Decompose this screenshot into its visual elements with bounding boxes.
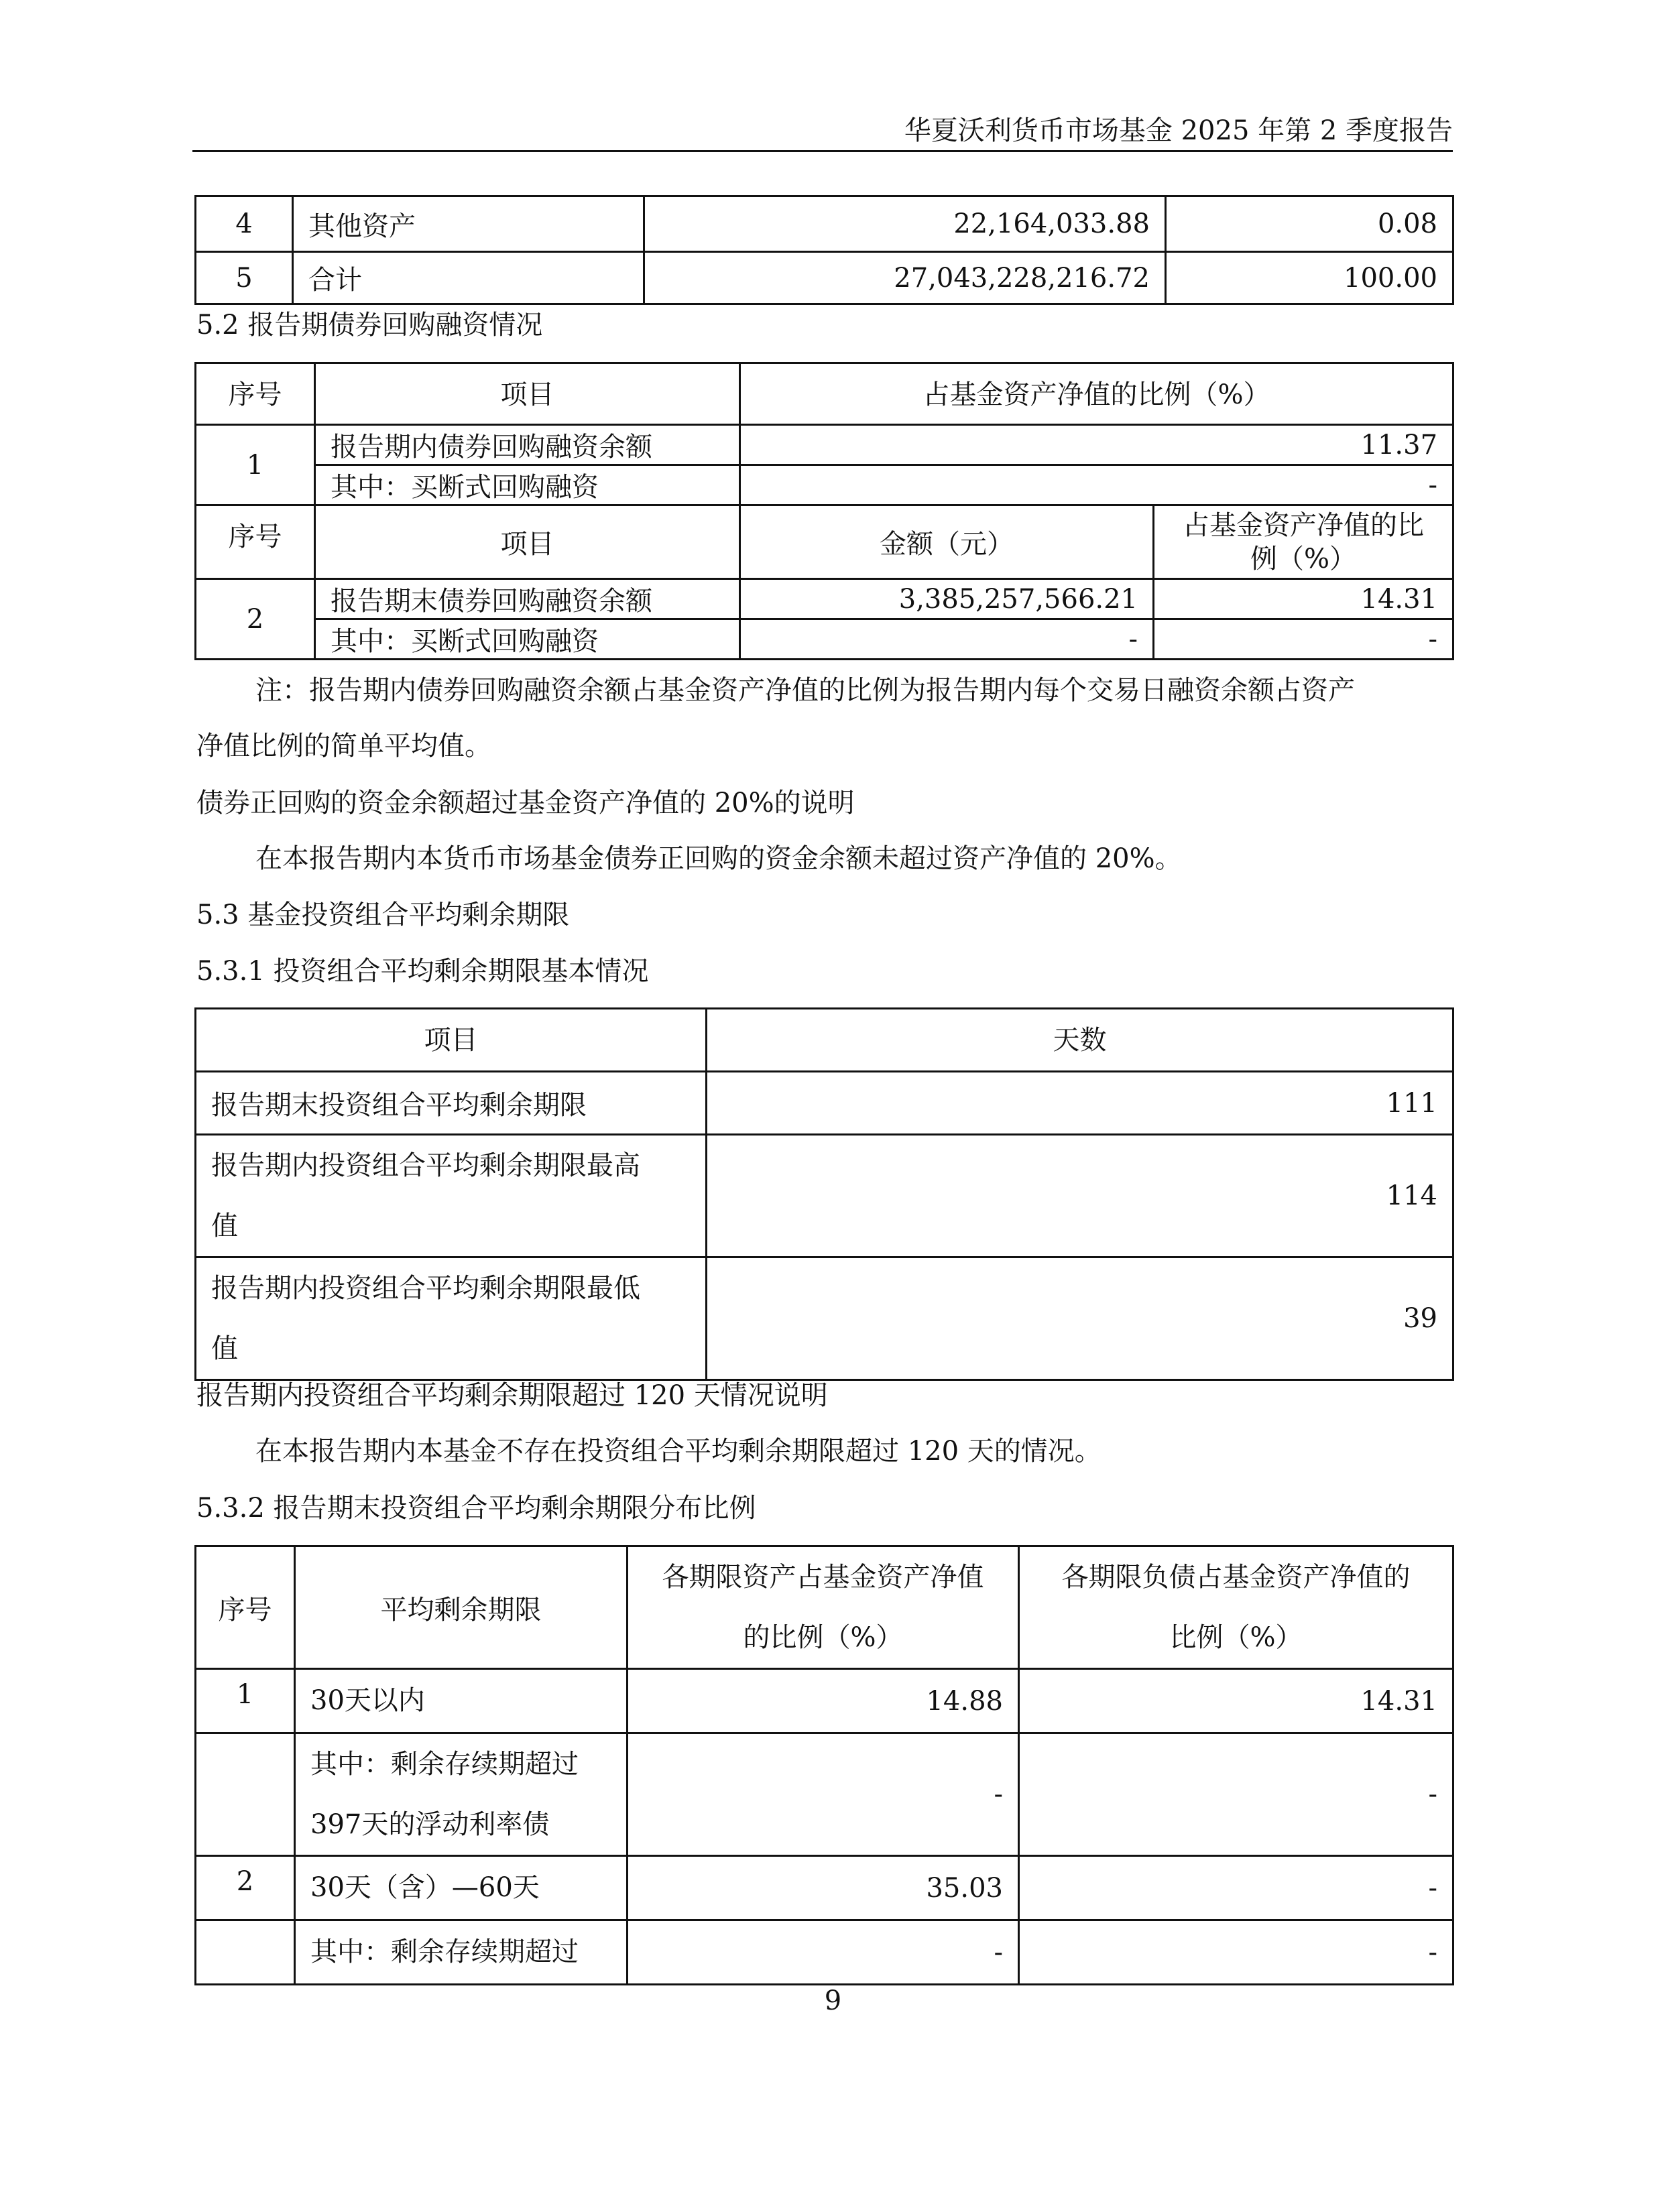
col-header-liab bbox=[1019, 1546, 1453, 1669]
col-header-liab-line1: 各期限负债占基金资产净值的 bbox=[1061, 1562, 1411, 1593]
row-item-line2: 值 bbox=[211, 1211, 238, 1241]
col-header-no: 序号 bbox=[196, 1546, 295, 1669]
col-header-item: 项目 bbox=[196, 1009, 707, 1072]
row-item: 报告期末债券回购融资余额 bbox=[315, 579, 740, 619]
row-item-line2: 值 bbox=[211, 1333, 238, 1364]
row-no: 2 bbox=[196, 579, 315, 660]
row-item bbox=[196, 1257, 707, 1380]
row-asset: 14.88 bbox=[628, 1669, 1019, 1733]
table-row bbox=[196, 1733, 1453, 1856]
table-row bbox=[196, 465, 1453, 505]
row-no bbox=[196, 1733, 295, 1856]
note-line-2: 净值比例的简单平均值。 bbox=[196, 731, 491, 761]
table-header-row bbox=[196, 363, 1453, 425]
col-header-pct-line1: 占基金资产净值的比 bbox=[1183, 509, 1424, 541]
over120-title: 报告期内投资组合平均剩余期限超过 120 天情况说明 bbox=[196, 1380, 828, 1411]
row-amount: 3,385,257,566.21 bbox=[740, 579, 1154, 619]
table-header-row bbox=[196, 1009, 1453, 1072]
row-days: 39 bbox=[707, 1257, 1453, 1380]
table-row bbox=[196, 252, 1453, 304]
col-header-pct: 占基金资产净值的比例（%） bbox=[740, 363, 1453, 425]
table-row bbox=[196, 196, 1453, 252]
section-5-2-title: 5.2 报告期债券回购融资情况 bbox=[196, 310, 543, 341]
row-item bbox=[196, 1135, 707, 1257]
table-row bbox=[196, 619, 1453, 660]
row-pct: - bbox=[1154, 619, 1453, 660]
over120-text: 在本报告期内本基金不存在投资组合平均剩余期限超过 120 天的情况。 bbox=[255, 1436, 1102, 1467]
col-header-asset bbox=[628, 1546, 1019, 1669]
asset-composition-table-tail bbox=[194, 195, 1454, 305]
row-liab: - bbox=[1019, 1856, 1453, 1920]
row-term bbox=[295, 1733, 628, 1856]
row-no: 1 bbox=[196, 1669, 295, 1733]
row-pct: 100.00 bbox=[1166, 252, 1453, 304]
table-header-row bbox=[196, 505, 1453, 579]
col-header-no: 序号 bbox=[196, 505, 315, 579]
row-item: 其中：买断式回购融资 bbox=[315, 619, 740, 660]
row-no: 5 bbox=[196, 252, 293, 304]
col-header-pct-line2: 例（%） bbox=[1250, 543, 1357, 574]
row-term: 其中：剩余存续期超过 bbox=[295, 1920, 628, 1985]
row-term-line2: 397天的浮动利率债 bbox=[310, 1809, 550, 1840]
table-row bbox=[196, 1135, 1453, 1257]
col-header-item: 项目 bbox=[315, 505, 740, 579]
row-term-line1: 其中：剩余存续期超过 bbox=[310, 1749, 579, 1780]
col-header-term: 平均剩余期限 bbox=[295, 1546, 628, 1669]
header-rule bbox=[192, 150, 1453, 152]
table-row bbox=[196, 1920, 1453, 1985]
row-liab: - bbox=[1019, 1920, 1453, 1985]
row-term: 30天（含）—60天 bbox=[295, 1856, 628, 1920]
page-number: 9 bbox=[824, 1985, 842, 2016]
avg-maturity-table bbox=[194, 1007, 1454, 1381]
row-term: 30天以内 bbox=[295, 1669, 628, 1733]
row-asset: 35.03 bbox=[628, 1856, 1019, 1920]
row-no: 4 bbox=[196, 196, 293, 252]
note-line-1: 注：报告期内债券回购融资余额占基金资产净值的比例为报告期内每个交易日融资余额占资产 bbox=[255, 675, 1355, 706]
row-no: 2 bbox=[196, 1856, 295, 1920]
row-no bbox=[196, 1920, 295, 1985]
row-pct: 11.37 bbox=[740, 425, 1453, 465]
row-liab: - bbox=[1019, 1733, 1453, 1856]
row-liab: 14.31 bbox=[1019, 1669, 1453, 1733]
col-header-liab-line2: 比例（%） bbox=[1169, 1622, 1303, 1653]
row-days: 114 bbox=[707, 1135, 1453, 1257]
row-item: 报告期内债券回购融资余额 bbox=[315, 425, 740, 465]
table-row bbox=[196, 1257, 1453, 1380]
row-days: 111 bbox=[707, 1072, 1453, 1135]
col-header-no: 序号 bbox=[196, 363, 315, 425]
table-row bbox=[196, 579, 1453, 619]
section-5-3-title: 5.3 基金投资组合平均剩余期限 bbox=[196, 900, 570, 930]
table-row bbox=[196, 1669, 1453, 1733]
col-header-amount: 金额（元） bbox=[740, 505, 1154, 579]
row-item: 其中：买断式回购融资 bbox=[315, 465, 740, 505]
row-no: 1 bbox=[196, 425, 315, 505]
col-header-item: 项目 bbox=[315, 363, 740, 425]
explain-title: 债券正回购的资金余额超过基金资产净值的 20%的说明 bbox=[196, 788, 855, 818]
row-amount: - bbox=[740, 619, 1154, 660]
row-pct: 0.08 bbox=[1166, 196, 1453, 252]
row-pct: 14.31 bbox=[1154, 579, 1453, 619]
page-header-title: 华夏沃利货币市场基金 2025 年第 2 季度报告 bbox=[904, 115, 1453, 146]
row-asset: - bbox=[628, 1920, 1019, 1985]
maturity-distribution-table bbox=[194, 1545, 1454, 1985]
row-amount: 22,164,033.88 bbox=[644, 196, 1166, 252]
table-row bbox=[196, 1856, 1453, 1920]
row-item: 合计 bbox=[293, 252, 644, 304]
table-row bbox=[196, 425, 1453, 465]
row-item-line1: 报告期内投资组合平均剩余期限最低 bbox=[211, 1273, 640, 1304]
table-row bbox=[196, 1072, 1453, 1135]
row-asset: - bbox=[628, 1733, 1019, 1856]
col-header-pct bbox=[1154, 505, 1453, 579]
row-item-line1: 报告期内投资组合平均剩余期限最高 bbox=[211, 1150, 640, 1181]
section-5-3-2-title: 5.3.2 报告期末投资组合平均剩余期限分布比例 bbox=[196, 1493, 756, 1524]
col-header-asset-line2: 的比例（%） bbox=[743, 1622, 903, 1653]
row-pct: - bbox=[740, 465, 1453, 505]
explain-text: 在本报告期内本货币市场基金债券正回购的资金余额未超过资产净值的 20%。 bbox=[255, 843, 1182, 874]
col-header-asset-line1: 各期限资产占基金资产净值 bbox=[662, 1562, 984, 1593]
repo-financing-table bbox=[194, 362, 1454, 660]
row-item: 其他资产 bbox=[293, 196, 644, 252]
row-item: 报告期末投资组合平均剩余期限 bbox=[196, 1072, 707, 1135]
section-5-3-1-title: 5.3.1 投资组合平均剩余期限基本情况 bbox=[196, 956, 649, 987]
row-amount: 27,043,228,216.72 bbox=[644, 252, 1166, 304]
col-header-days: 天数 bbox=[707, 1009, 1453, 1072]
table-header-row bbox=[196, 1546, 1453, 1669]
